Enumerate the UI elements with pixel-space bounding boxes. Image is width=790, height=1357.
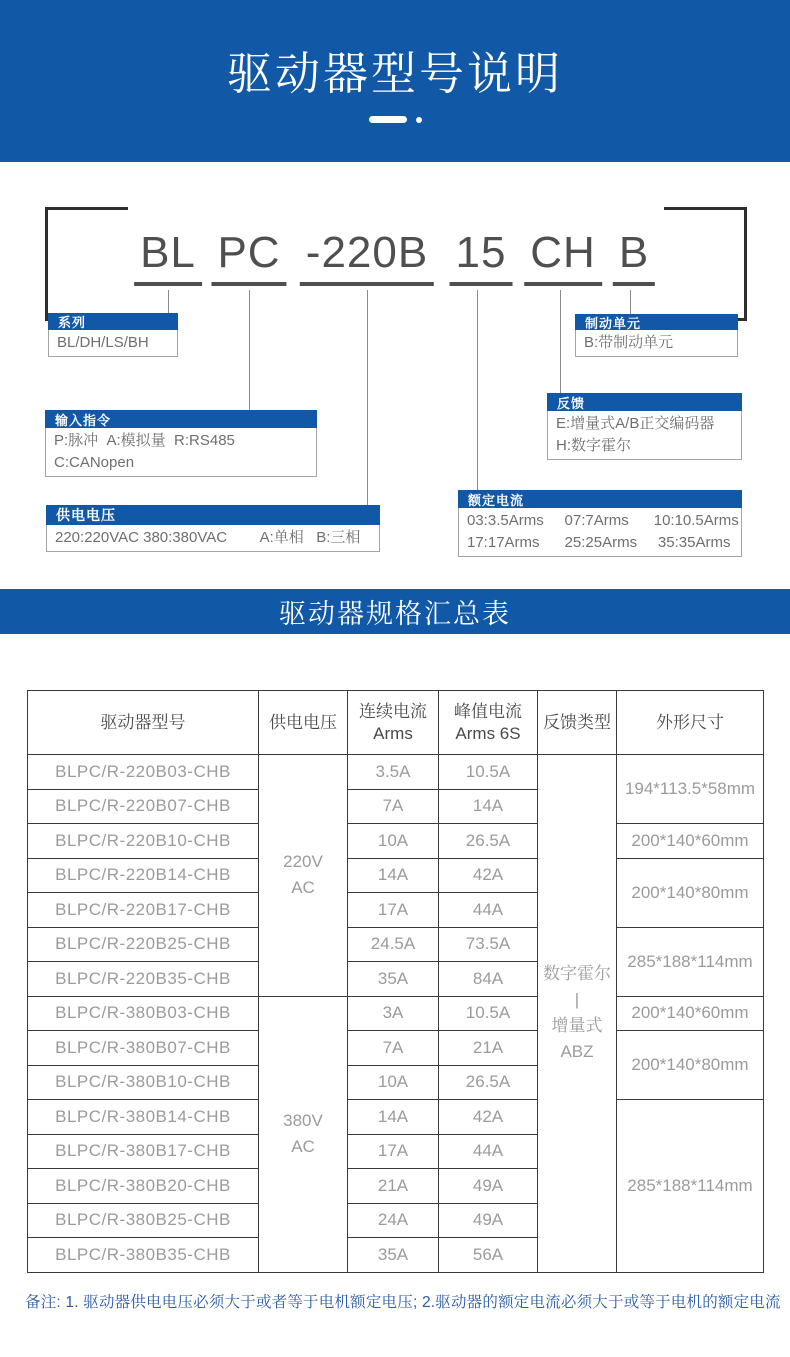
callout-voltage-body [46, 525, 380, 552]
callout-series [48, 313, 178, 357]
continuous-current-cell: 10A [348, 824, 439, 859]
code-segment-series: BL [134, 228, 202, 286]
column-header-1: 供电电压 [259, 691, 348, 755]
peak-current-cell: 10.5A [439, 755, 538, 790]
callout-line: 220:220VAC 380:380VAC A:单相 B:三相 [55, 529, 361, 546]
peak-current-cell: 49A [439, 1203, 538, 1238]
model-cell: BLPC/R-220B03-CHB [28, 755, 259, 790]
callout-line: 03:3.5Arms 07:7Arms 10:10.5Arms [467, 512, 739, 529]
code-segment-input: PC [211, 228, 286, 286]
peak-current-cell: 26.5A [439, 1065, 538, 1100]
callout-series-title: 系列 [48, 313, 178, 330]
spec-table-wrapper [27, 690, 790, 1273]
continuous-current-cell: 14A [348, 858, 439, 893]
model-cell: BLPC/R-220B25-CHB [28, 927, 259, 962]
section-banner [0, 589, 790, 634]
leader-line-voltage [367, 290, 368, 505]
model-cell: BLPC/R-220B10-CHB [28, 824, 259, 859]
table-row [28, 996, 764, 1031]
feedback-type-cell: 数字霍尔 | 增量式 ABZ [538, 755, 617, 1273]
leader-line-input [249, 290, 250, 410]
dimension-cell: 285*188*114mm [617, 1100, 764, 1273]
callout-series-body [48, 330, 178, 357]
driver-spec-table [27, 690, 764, 1273]
title-banner [0, 0, 790, 162]
code-segment-current: 15 [450, 228, 513, 286]
peak-current-cell: 73.5A [439, 927, 538, 962]
model-cell: BLPC/R-220B17-CHB [28, 893, 259, 928]
leader-line-current [477, 290, 478, 490]
peak-current-cell: 14A [439, 789, 538, 824]
model-cell: BLPC/R-380B20-CHB [28, 1169, 259, 1204]
left-bracket-decoration [45, 207, 128, 321]
continuous-current-cell: 21A [348, 1169, 439, 1204]
callout-line: P:脉冲 A:模拟量 R:RS485 C:CANopen [54, 432, 244, 471]
model-cell: BLPC/R-380B07-CHB [28, 1031, 259, 1066]
peak-current-cell: 49A [439, 1169, 538, 1204]
spec-table-body [28, 755, 764, 1273]
model-cell: BLPC/R-380B10-CHB [28, 1065, 259, 1100]
dimension-cell: 200*140*60mm [617, 996, 764, 1031]
model-cell: BLPC/R-380B17-CHB [28, 1134, 259, 1169]
model-cell: BLPC/R-380B14-CHB [28, 1100, 259, 1135]
table-row [28, 755, 764, 790]
peak-current-cell: 26.5A [439, 824, 538, 859]
continuous-current-cell: 7A [348, 789, 439, 824]
peak-current-cell: 44A [439, 1134, 538, 1169]
model-code-diagram [0, 162, 790, 589]
continuous-current-cell: 10A [348, 1065, 439, 1100]
callout-supply-voltage [46, 505, 380, 552]
code-segment-voltage: -220B [300, 228, 434, 286]
dot-icon [416, 117, 422, 123]
continuous-current-cell: 24.5A [348, 927, 439, 962]
peak-current-cell: 84A [439, 962, 538, 997]
table-row [28, 858, 764, 893]
callout-line: B:带制动单元 [584, 334, 674, 351]
dimension-cell: 200*140*80mm [617, 858, 764, 927]
leader-line-series [168, 290, 169, 313]
spec-table-header [28, 691, 764, 755]
continuous-current-cell: 35A [348, 1238, 439, 1273]
continuous-current-cell: 35A [348, 962, 439, 997]
continuous-current-cell: 17A [348, 893, 439, 928]
leader-line-feedback [560, 290, 561, 393]
column-header-4: 反馈类型 [538, 691, 617, 755]
continuous-current-cell: 14A [348, 1100, 439, 1135]
callout-line: BL/DH/LS/BH [57, 334, 149, 351]
model-cell: BLPC/R-220B35-CHB [28, 962, 259, 997]
dimension-cell: 200*140*60mm [617, 824, 764, 859]
dimension-cell: 194*113.5*58mm [617, 755, 764, 824]
callout-voltage-title: 供电电压 [46, 505, 380, 525]
callout-rated-current [458, 490, 742, 557]
callout-input-command [45, 410, 317, 477]
peak-current-cell: 42A [439, 858, 538, 893]
code-segment-brake: B [613, 228, 655, 286]
callout-input-body [45, 428, 317, 477]
dimension-cell: 285*188*114mm [617, 927, 764, 996]
dimension-cell: 200*140*80mm [617, 1031, 764, 1100]
section-title: 驱动器规格汇总表 [279, 599, 511, 629]
model-cell: BLPC/R-220B07-CHB [28, 789, 259, 824]
callout-brake-unit [575, 314, 738, 357]
continuous-current-cell: 24A [348, 1203, 439, 1238]
callout-current-title: 额定电流 [458, 490, 742, 508]
callout-line: 17:17Arms 25:25Arms 35:35Arms [467, 534, 731, 551]
callout-brake-title: 制动单元 [575, 314, 738, 330]
continuous-current-cell: 7A [348, 1031, 439, 1066]
right-bracket-decoration [664, 207, 747, 321]
table-row [28, 824, 764, 859]
table-row [28, 1100, 764, 1135]
model-cell: BLPC/R-220B14-CHB [28, 858, 259, 893]
leader-line-brake [630, 290, 631, 314]
callout-feedback [547, 393, 742, 460]
title-underline-decoration [369, 116, 422, 123]
callout-line: H:数字霍尔 [556, 437, 632, 454]
model-cell: BLPC/R-380B03-CHB [28, 996, 259, 1031]
callout-current-body [458, 508, 742, 557]
peak-current-cell: 21A [439, 1031, 538, 1066]
table-row [28, 927, 764, 962]
page-title: 驱动器型号说明 [226, 48, 563, 99]
voltage-cell: 220V AC [259, 755, 348, 997]
column-header-3: 峰值电流 Arms 6S [439, 691, 538, 755]
peak-current-cell: 42A [439, 1100, 538, 1135]
peak-current-cell: 56A [439, 1238, 538, 1273]
peak-current-cell: 44A [439, 893, 538, 928]
model-cell: BLPC/R-380B35-CHB [28, 1238, 259, 1273]
continuous-current-cell: 3.5A [348, 755, 439, 790]
callout-input-title: 输入指令 [45, 410, 317, 428]
dash-icon [369, 116, 407, 123]
model-cell: BLPC/R-380B25-CHB [28, 1203, 259, 1238]
column-header-0: 驱动器型号 [28, 691, 259, 755]
column-header-5: 外形尺寸 [617, 691, 764, 755]
callout-feedback-title: 反馈 [547, 393, 742, 411]
callout-line: E:增量式A/B正交编码器 [556, 415, 715, 432]
code-segment-feedback: CH [524, 228, 602, 286]
continuous-current-cell: 3A [348, 996, 439, 1031]
table-row [28, 1031, 764, 1066]
voltage-cell: 380V AC [259, 996, 348, 1272]
footnote: 备注: 1. 驱动器供电电压必须大于或者等于电机额定电压; 2.驱动器的额定电流必须大于或等于电机的额定电流 [25, 1293, 781, 1311]
peak-current-cell: 10.5A [439, 996, 538, 1031]
continuous-current-cell: 17A [348, 1134, 439, 1169]
callout-feedback-body [547, 411, 742, 460]
column-header-2: 连续电流 Arms [348, 691, 439, 755]
callout-brake-body [575, 330, 738, 357]
